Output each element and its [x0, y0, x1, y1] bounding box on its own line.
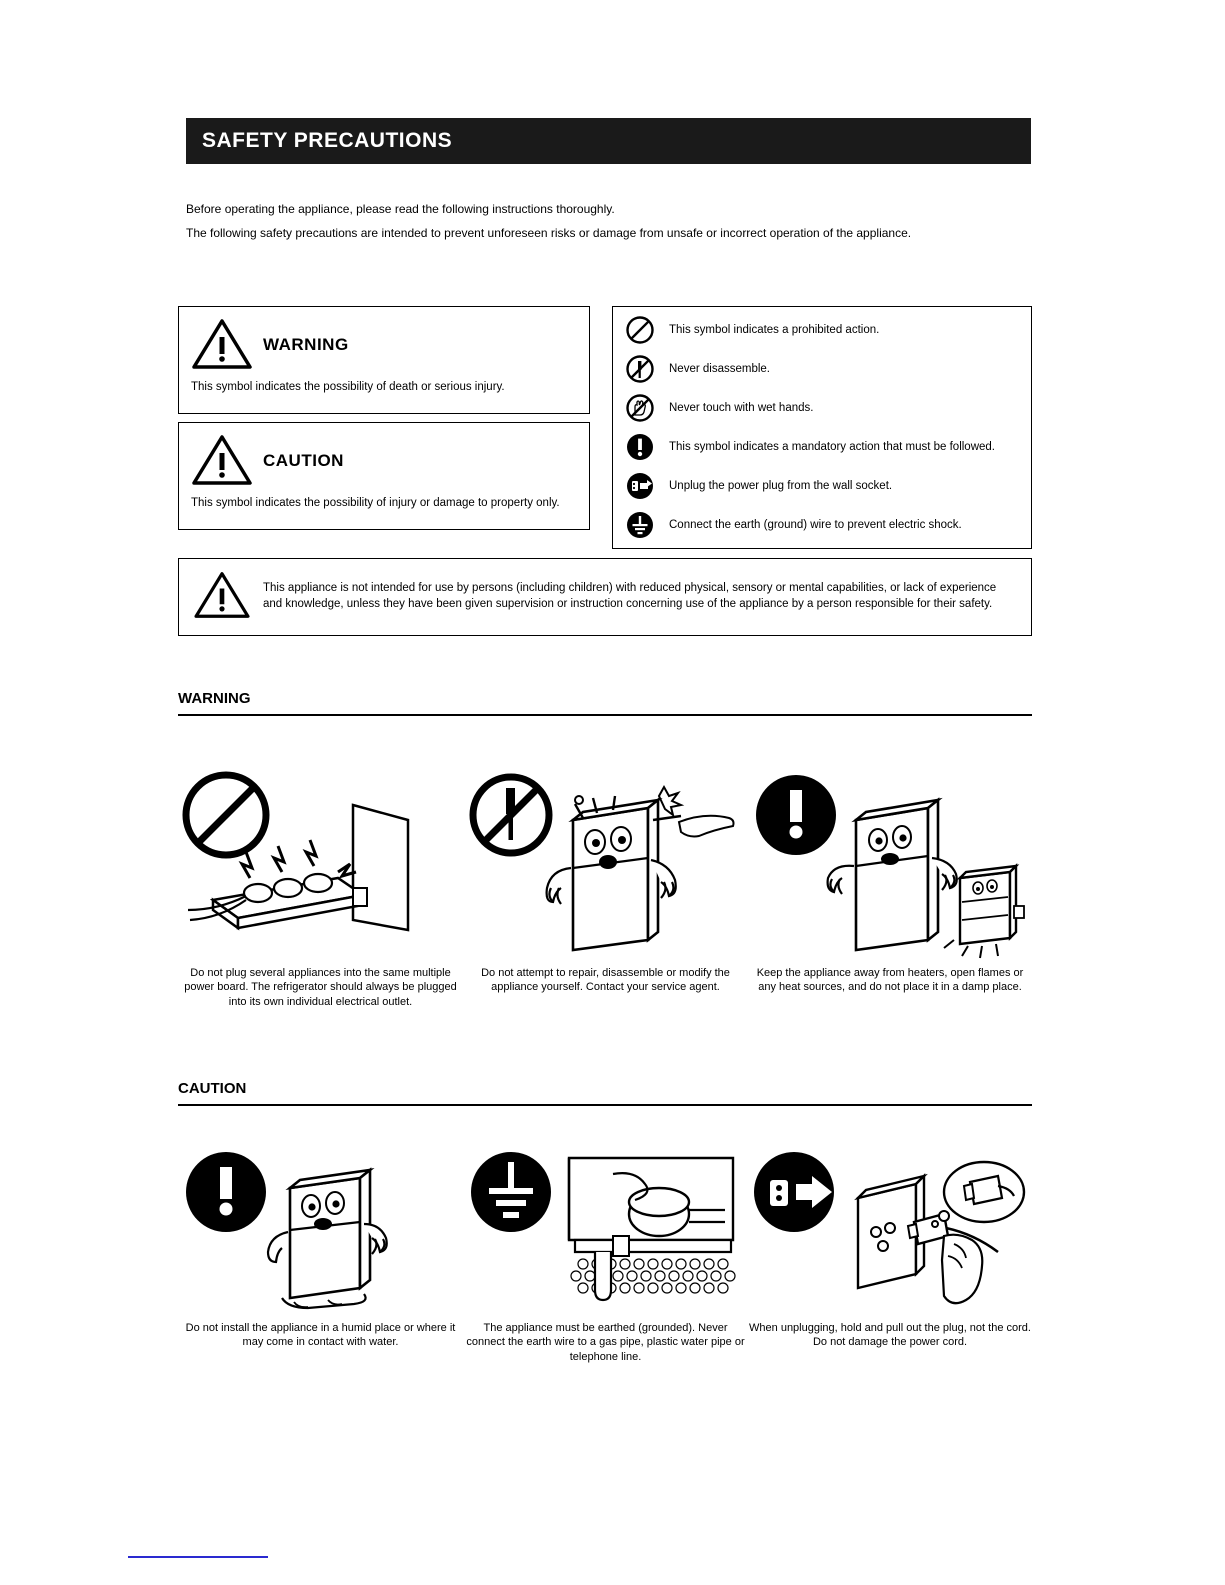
- list-item: [623, 471, 1021, 501]
- list-item: [623, 315, 1021, 345]
- symbol-text: Never disassemble.: [669, 362, 770, 375]
- note-warning-triangle-icon: [193, 570, 251, 625]
- illustration-item: [463, 1140, 748, 1364]
- list-item: [623, 510, 1021, 540]
- list-item: [623, 393, 1021, 423]
- no-disassembly-icon: [623, 354, 657, 384]
- illustration-caption: Keep the appliance away from heaters, open flames or any heat sources, and do not place it in a damp place.: [756, 967, 1024, 994]
- symbol-text: Unplug the power plug from the wall socket.: [669, 479, 893, 492]
- list-item: [623, 354, 1021, 384]
- illustration-caption: When unplugging, hold and pull out the plug, not the cord. Do not damage the power cord.: [749, 1322, 1031, 1349]
- caution-definition-box: [178, 422, 590, 530]
- symbol-text: Never touch with wet hands.: [669, 401, 814, 414]
- page-header-bar: [186, 118, 1031, 164]
- symbol-text: This symbol indicates a prohibited action.: [669, 323, 880, 336]
- illustration-item: [178, 1140, 463, 1350]
- illustration-item: [748, 1140, 1032, 1350]
- section-divider: [178, 1104, 1032, 1106]
- caution-label: CAUTION: [263, 451, 344, 470]
- illustration-caption: Do not plug several appliances into the same multiple power board. The refrigerator should always be plugged into its own individual electrical outlet.: [184, 967, 457, 1008]
- note-box: [178, 558, 1032, 636]
- illustration-item: [178, 760, 463, 1009]
- caution-description: This symbol indicates the possibility of injury or damage to property only.: [191, 497, 560, 509]
- note-text: This appliance is not intended for use by persons (including children) with reduced physical, sensory or mental capabilities, or lack of experience and knowledge, unless they have been given supervision or instruction concerning use of the appliance by a person responsible for their safety.: [263, 582, 997, 610]
- illustration-art: [178, 760, 463, 960]
- symbol-text: This symbol indicates a mandatory action that must be followed.: [669, 440, 995, 453]
- illustration-caption: The appliance must be earthed (grounded). Never connect the earth wire to a gas pipe, plastic water pipe or telephone line.: [466, 1322, 745, 1363]
- ground-icon: [623, 510, 657, 540]
- warning-label: WARNING: [263, 335, 349, 354]
- warning-triangle-icon: [191, 317, 253, 376]
- mandatory-icon: [623, 432, 657, 462]
- illustration-art: [463, 760, 748, 960]
- illustration-item: [463, 760, 748, 995]
- illustration-item: [748, 760, 1032, 995]
- illustration-art: [463, 1140, 748, 1315]
- no-wet-hands-icon: [623, 393, 657, 423]
- illustration-caption: Do not install the appliance in a humid place or where it may come in contact with water.: [185, 1322, 456, 1349]
- section-heading-caution: CAUTION: [178, 1080, 247, 1097]
- section-divider: [178, 714, 1032, 716]
- list-item: [623, 432, 1021, 462]
- footer-link-underline[interactable]: [128, 1556, 268, 1558]
- symbol-legend-list: [613, 307, 1031, 548]
- caution-triangle-icon: [191, 433, 253, 492]
- warning-description: This symbol indicates the possibility of death or serious injury.: [191, 381, 505, 393]
- prohibition-icon: [623, 315, 657, 345]
- illustration-art: [748, 760, 1032, 960]
- caution-illustration-row: [178, 1140, 1032, 1364]
- section-heading-warning: WARNING: [178, 690, 251, 707]
- symbol-legend-box: [612, 306, 1032, 549]
- illustration-art: [178, 1140, 463, 1315]
- illustration-caption: Do not attempt to repair, disassemble or modify the appliance yourself. Contact your service agent.: [481, 967, 730, 994]
- intro-line-1: Before operating the appliance, please read the following instructions thoroughly.: [186, 202, 615, 216]
- unplug-icon: [623, 471, 657, 501]
- page-title: SAFETY PRECAUTIONS: [202, 129, 453, 152]
- intro-text-block: [186, 200, 1036, 242]
- illustration-art: [748, 1140, 1032, 1315]
- warning-illustration-row: [178, 760, 1032, 1009]
- warning-definition-box: [178, 306, 590, 414]
- symbol-text: Connect the earth (ground) wire to prevent electric shock.: [669, 518, 962, 531]
- intro-line-2: The following safety precautions are intended to prevent unforeseen risks or damage from unsafe or incorrect operation of the appliance.: [186, 226, 912, 240]
